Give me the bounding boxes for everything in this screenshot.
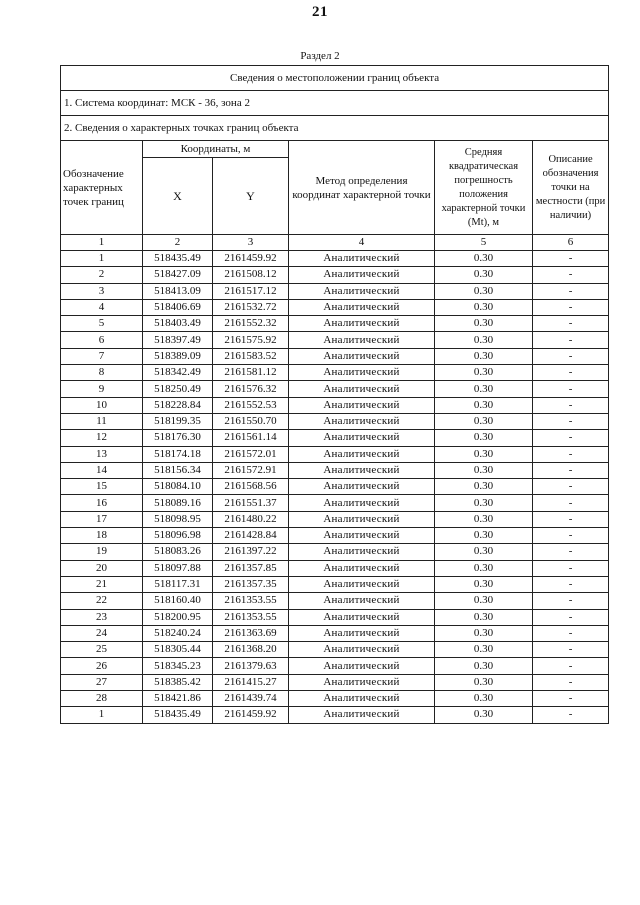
description-cell: - (533, 511, 609, 527)
y-coordinate-cell: 2161572.91 (213, 462, 289, 478)
x-coordinate-cell: 518097.88 (143, 560, 213, 576)
description-cell: - (533, 528, 609, 544)
x-coordinate-cell: 518413.09 (143, 283, 213, 299)
table-row (61, 251, 609, 267)
point-number-cell: 16 (61, 495, 143, 511)
method-cell: Аналитический (289, 267, 435, 283)
point-number-cell: 11 (61, 413, 143, 429)
method-cell: Аналитический (289, 446, 435, 462)
error-cell: 0.30 (435, 316, 533, 332)
method-cell: Аналитический (289, 430, 435, 446)
x-coordinate-cell: 518160.40 (143, 593, 213, 609)
table-row (61, 479, 609, 495)
description-cell: - (533, 365, 609, 381)
error-cell: 0.30 (435, 332, 533, 348)
point-number-cell: 25 (61, 642, 143, 658)
boundary-points-table (60, 65, 609, 724)
error-cell: 0.30 (435, 413, 533, 429)
description-cell: - (533, 544, 609, 560)
y-coordinate-cell: 2161508.12 (213, 267, 289, 283)
header-x: X (143, 158, 213, 235)
y-coordinate-cell: 2161353.55 (213, 593, 289, 609)
error-cell: 0.30 (435, 430, 533, 446)
description-cell: - (533, 267, 609, 283)
error-cell: 0.30 (435, 365, 533, 381)
error-cell: 0.30 (435, 609, 533, 625)
x-coordinate-cell: 518403.49 (143, 316, 213, 332)
table-row (61, 348, 609, 364)
y-coordinate-cell: 2161357.85 (213, 560, 289, 576)
error-cell: 0.30 (435, 348, 533, 364)
table-row (61, 299, 609, 315)
method-cell: Аналитический (289, 691, 435, 707)
error-cell: 0.30 (435, 625, 533, 641)
point-number-cell: 20 (61, 560, 143, 576)
point-number-cell: 22 (61, 593, 143, 609)
error-cell: 0.30 (435, 560, 533, 576)
table-row (61, 397, 609, 413)
method-cell: Аналитический (289, 593, 435, 609)
method-cell: Аналитический (289, 609, 435, 625)
x-coordinate-cell: 518199.35 (143, 413, 213, 429)
point-number-cell: 1 (61, 251, 143, 267)
point-number-cell: 15 (61, 479, 143, 495)
error-cell: 0.30 (435, 479, 533, 495)
method-cell: Аналитический (289, 299, 435, 315)
y-coordinate-cell: 2161517.12 (213, 283, 289, 299)
x-coordinate-cell: 518084.10 (143, 479, 213, 495)
table-row (61, 609, 609, 625)
y-coordinate-cell: 2161552.53 (213, 397, 289, 413)
column-number: 3 (213, 235, 289, 251)
method-cell: Аналитический (289, 511, 435, 527)
point-number-cell: 21 (61, 576, 143, 592)
error-cell: 0.30 (435, 642, 533, 658)
method-cell: Аналитический (289, 528, 435, 544)
point-number-cell: 19 (61, 544, 143, 560)
point-number-cell: 4 (61, 299, 143, 315)
method-cell: Аналитический (289, 365, 435, 381)
description-cell: - (533, 560, 609, 576)
y-coordinate-cell: 2161397.22 (213, 544, 289, 560)
table-row (61, 691, 609, 707)
y-coordinate-cell: 2161368.20 (213, 642, 289, 658)
description-cell: - (533, 495, 609, 511)
y-coordinate-cell: 2161357.35 (213, 576, 289, 592)
table-row (61, 283, 609, 299)
header-error: Средняя квадратическая погрешность положения характерной точки (Mt), м (435, 141, 533, 235)
description-cell: - (533, 691, 609, 707)
method-cell: Аналитический (289, 283, 435, 299)
error-cell: 0.30 (435, 674, 533, 690)
error-cell: 0.30 (435, 446, 533, 462)
y-coordinate-cell: 2161353.55 (213, 609, 289, 625)
description-cell: - (533, 316, 609, 332)
x-coordinate-cell: 518421.86 (143, 691, 213, 707)
point-number-cell: 1 (61, 707, 143, 723)
y-coordinate-cell: 2161551.37 (213, 495, 289, 511)
table-row (61, 593, 609, 609)
description-cell: - (533, 283, 609, 299)
y-coordinate-cell: 2161480.22 (213, 511, 289, 527)
table-row (61, 430, 609, 446)
column-number: 1 (61, 235, 143, 251)
x-coordinate-cell: 518342.49 (143, 365, 213, 381)
column-number: 2 (143, 235, 213, 251)
error-cell: 0.30 (435, 397, 533, 413)
x-coordinate-cell: 518228.84 (143, 397, 213, 413)
point-number-cell: 27 (61, 674, 143, 690)
header-y: Y (213, 158, 289, 235)
method-cell: Аналитический (289, 625, 435, 641)
description-cell: - (533, 251, 609, 267)
table-row (61, 332, 609, 348)
points-info-row: 2. Сведения о характерных точках границ объекта (61, 116, 609, 141)
x-coordinate-cell: 518435.49 (143, 251, 213, 267)
method-cell: Аналитический (289, 316, 435, 332)
table-row (61, 495, 609, 511)
table-row (61, 544, 609, 560)
header-method: Метод определения координат характерной точки (289, 141, 435, 235)
description-cell: - (533, 593, 609, 609)
x-coordinate-cell: 518176.30 (143, 430, 213, 446)
table-title: Сведения о местоположении границ объекта (61, 66, 609, 91)
description-cell: - (533, 625, 609, 641)
column-number: 6 (533, 235, 609, 251)
method-cell: Аналитический (289, 397, 435, 413)
x-coordinate-cell: 518427.09 (143, 267, 213, 283)
method-cell: Аналитический (289, 413, 435, 429)
method-cell: Аналитический (289, 332, 435, 348)
error-cell: 0.30 (435, 283, 533, 299)
error-cell: 0.30 (435, 462, 533, 478)
x-coordinate-cell: 518435.49 (143, 707, 213, 723)
x-coordinate-cell: 518096.98 (143, 528, 213, 544)
description-cell: - (533, 707, 609, 723)
y-coordinate-cell: 2161459.92 (213, 707, 289, 723)
method-cell: Аналитический (289, 707, 435, 723)
error-cell: 0.30 (435, 267, 533, 283)
x-coordinate-cell: 518098.95 (143, 511, 213, 527)
y-coordinate-cell: 2161363.69 (213, 625, 289, 641)
description-cell: - (533, 446, 609, 462)
x-coordinate-cell: 518385.42 (143, 674, 213, 690)
x-coordinate-cell: 518397.49 (143, 332, 213, 348)
y-coordinate-cell: 2161552.32 (213, 316, 289, 332)
table-row (61, 413, 609, 429)
method-cell: Аналитический (289, 560, 435, 576)
point-number-cell: 6 (61, 332, 143, 348)
method-cell: Аналитический (289, 495, 435, 511)
point-number-cell: 17 (61, 511, 143, 527)
error-cell: 0.30 (435, 707, 533, 723)
table-row (61, 267, 609, 283)
column-number: 5 (435, 235, 533, 251)
description-cell: - (533, 299, 609, 315)
method-cell: Аналитический (289, 642, 435, 658)
description-cell: - (533, 658, 609, 674)
column-number: 4 (289, 235, 435, 251)
description-cell: - (533, 609, 609, 625)
y-coordinate-cell: 2161575.92 (213, 332, 289, 348)
table-row (61, 658, 609, 674)
point-number-cell: 26 (61, 658, 143, 674)
method-cell: Аналитический (289, 251, 435, 267)
error-cell: 0.30 (435, 576, 533, 592)
section-label: Раздел 2 (300, 50, 340, 62)
method-cell: Аналитический (289, 381, 435, 397)
table-row (61, 674, 609, 690)
description-cell: - (533, 348, 609, 364)
x-coordinate-cell: 518083.26 (143, 544, 213, 560)
x-coordinate-cell: 518089.16 (143, 495, 213, 511)
x-coordinate-cell: 518156.34 (143, 462, 213, 478)
table-row (61, 560, 609, 576)
error-cell: 0.30 (435, 299, 533, 315)
x-coordinate-cell: 518406.69 (143, 299, 213, 315)
method-cell: Аналитический (289, 479, 435, 495)
error-cell: 0.30 (435, 691, 533, 707)
error-cell: 0.30 (435, 381, 533, 397)
x-coordinate-cell: 518240.24 (143, 625, 213, 641)
table-row (61, 462, 609, 478)
table-row (61, 365, 609, 381)
point-number-cell: 7 (61, 348, 143, 364)
y-coordinate-cell: 2161568.56 (213, 479, 289, 495)
point-number-cell: 13 (61, 446, 143, 462)
x-coordinate-cell: 518305.44 (143, 642, 213, 658)
method-cell: Аналитический (289, 658, 435, 674)
x-coordinate-cell: 518250.49 (143, 381, 213, 397)
description-cell: - (533, 642, 609, 658)
description-cell: - (533, 397, 609, 413)
table-row (61, 642, 609, 658)
x-coordinate-cell: 518200.95 (143, 609, 213, 625)
table-row (61, 707, 609, 723)
point-number-cell: 14 (61, 462, 143, 478)
point-number-cell: 12 (61, 430, 143, 446)
table-row (61, 381, 609, 397)
table-row (61, 625, 609, 641)
point-number-cell: 28 (61, 691, 143, 707)
header-designation: Обозначение характерных точек границ (61, 141, 143, 235)
method-cell: Аналитический (289, 462, 435, 478)
point-number-cell: 10 (61, 397, 143, 413)
table-row (61, 446, 609, 462)
coordinate-system-row: 1. Система координат: МСК - 36, зона 2 (61, 91, 609, 116)
description-cell: - (533, 381, 609, 397)
y-coordinate-cell: 2161532.72 (213, 299, 289, 315)
x-coordinate-cell: 518174.18 (143, 446, 213, 462)
point-number-cell: 3 (61, 283, 143, 299)
error-cell: 0.30 (435, 544, 533, 560)
error-cell: 0.30 (435, 511, 533, 527)
page-number: 21 (312, 4, 328, 20)
description-cell: - (533, 674, 609, 690)
table-row (61, 528, 609, 544)
x-coordinate-cell: 518117.31 (143, 576, 213, 592)
point-number-cell: 9 (61, 381, 143, 397)
point-number-cell: 5 (61, 316, 143, 332)
y-coordinate-cell: 2161415.27 (213, 674, 289, 690)
method-cell: Аналитический (289, 674, 435, 690)
error-cell: 0.30 (435, 593, 533, 609)
y-coordinate-cell: 2161583.52 (213, 348, 289, 364)
point-number-cell: 24 (61, 625, 143, 641)
point-number-cell: 23 (61, 609, 143, 625)
table-row (61, 511, 609, 527)
table-row (61, 316, 609, 332)
header-coordinates: Координаты, м (143, 141, 289, 158)
method-cell: Аналитический (289, 576, 435, 592)
x-coordinate-cell: 518345.23 (143, 658, 213, 674)
error-cell: 0.30 (435, 528, 533, 544)
description-cell: - (533, 413, 609, 429)
y-coordinate-cell: 2161576.32 (213, 381, 289, 397)
y-coordinate-cell: 2161439.74 (213, 691, 289, 707)
y-coordinate-cell: 2161561.14 (213, 430, 289, 446)
y-coordinate-cell: 2161459.92 (213, 251, 289, 267)
error-cell: 0.30 (435, 658, 533, 674)
description-cell: - (533, 576, 609, 592)
point-number-cell: 2 (61, 267, 143, 283)
error-cell: 0.30 (435, 251, 533, 267)
method-cell: Аналитический (289, 348, 435, 364)
table-row (61, 576, 609, 592)
x-coordinate-cell: 518389.09 (143, 348, 213, 364)
y-coordinate-cell: 2161581.12 (213, 365, 289, 381)
y-coordinate-cell: 2161550.70 (213, 413, 289, 429)
y-coordinate-cell: 2161379.63 (213, 658, 289, 674)
description-cell: - (533, 430, 609, 446)
description-cell: - (533, 332, 609, 348)
point-number-cell: 18 (61, 528, 143, 544)
point-number-cell: 8 (61, 365, 143, 381)
header-description: Описание обозначения точки на местности (при наличии) (533, 141, 609, 235)
error-cell: 0.30 (435, 495, 533, 511)
y-coordinate-cell: 2161428.84 (213, 528, 289, 544)
y-coordinate-cell: 2161572.01 (213, 446, 289, 462)
description-cell: - (533, 479, 609, 495)
table-body (61, 251, 609, 724)
method-cell: Аналитический (289, 544, 435, 560)
description-cell: - (533, 462, 609, 478)
